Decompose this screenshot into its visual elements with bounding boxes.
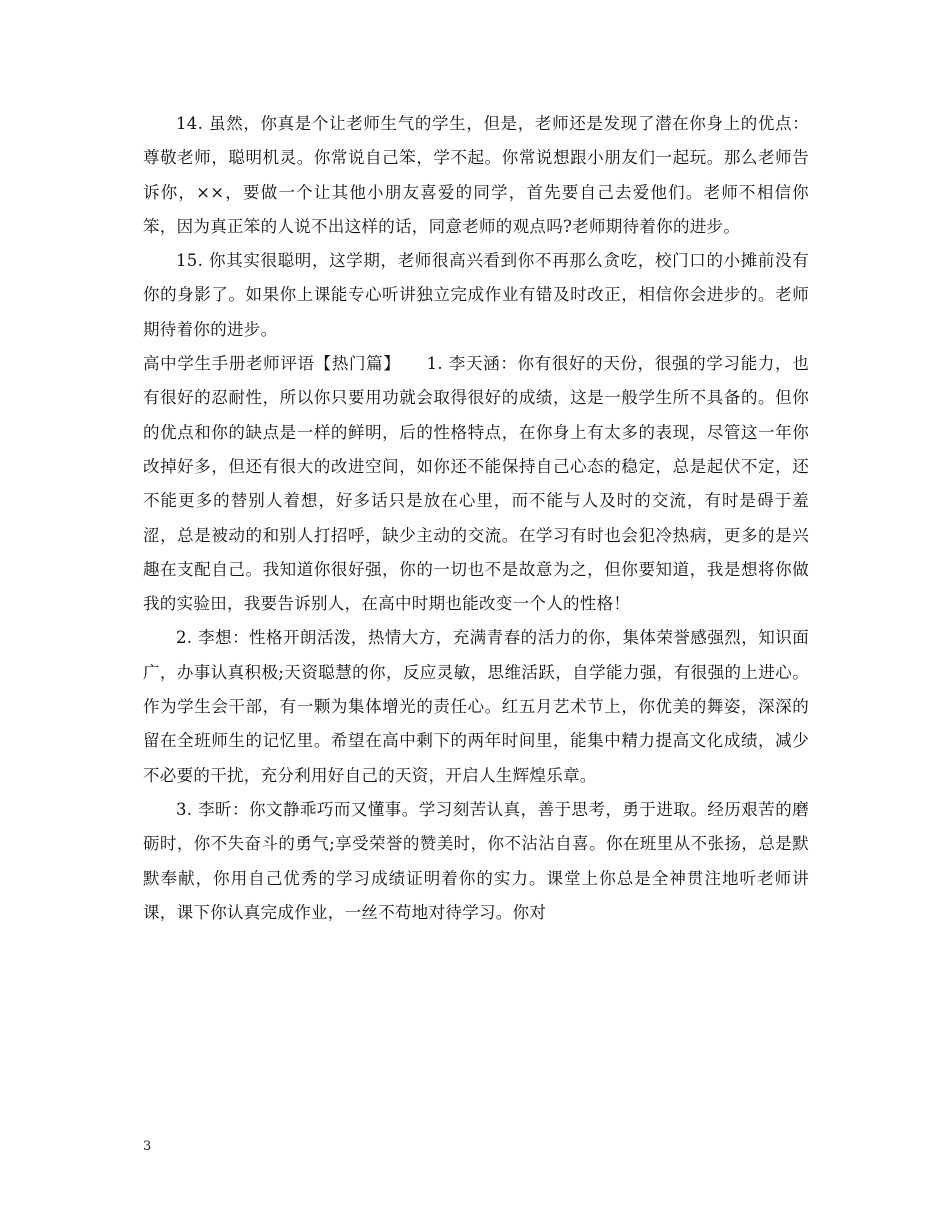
paragraph-3: 3. 李昕：你文静乖巧而又懂事。学习刻苦认真，善于思考，勇于进取。经历艰苦的磨砺时，你不失奋斗的勇气;享受荣誉的赞美时，你不沾沾自喜。你在班里从不张扬，总是默默奉献，你用自己优秀的学习成绩证明着你的实力。课堂上你总是全神贯注地听老师讲课，课下你认真完成作业，一丝不苟地对待学习。你对 bbox=[143, 799, 809, 922]
paragraph-section-hot: 高中学生手册老师评语【热门篇】 1. 李天涵：你有很好的天份，很强的学习能力，也有很好的忍耐性，所以你只要用功就会取得很好的成绩，这是一般学生所不具备的。但你的优点和你的缺点是一样的鲜明，后的性格特点，在你身上有太多的表现，尽管这一年你改掉好多，但还有很大的改进空间，如你还不能保持自己心态的稳定，总是起伏不定，还不能更多的替别人着想，好多话只是放在心里，而不能与人及时的交流，有时是碍于羞涩，总是被动的和别人打招呼，缺少主动的交流。在学习有时也会犯冷热病，更多的是兴趣在支配自己。我知道你很好强，你的一切也不是故意为之，但你要知道，我是想将你做我的实验田，我要告诉别人，在高中时期也能改变一个人的性格！ bbox=[143, 354, 809, 614]
paragraph-15: 15. 你其实很聪明，这学期，老师很高兴看到你不再那么贪吃，校门口的小摊前没有你的身影了。如果你上课能专心听讲独立完成作业有错及时改正，相信你会进步的。老师期待着你的进步。 bbox=[143, 251, 809, 339]
document-body bbox=[143, 107, 809, 930]
page-number: 3 bbox=[143, 1139, 152, 1154]
paragraph-14: 14. 虽然，你真是个让老师生气的学生，但是，老师还是发现了潜在你身上的优点：尊敬老师，聪明机灵。你常说自己笨，学不起。你常说想跟小朋友们一起玩。那么老师告诉你，××，要做一个让其他小朋友喜爱的同学，首先要自己去爱他们。老师不相信你笨，因为真正笨的人说不出这样的话，同意老师的观点吗?老师期待着你的进步。 bbox=[143, 114, 809, 236]
paragraph-2: 2. 李想：性格开朗活泼，热情大方，充满青春的活力的你，集体荣誉感强烈，知识面广，办事认真积极;天资聪慧的你，反应灵敏，思维活跃，自学能力强，有很强的上进心。作为学生会干部，有一颗为集体增光的责任心。红五月艺术节上，你优美的舞姿，深深的留在全班师生的记忆里。希望在高中剩下的两年时间里，能集中精力提高文化成绩，减少不必要的干扰，充分利用好自己的天资，开启人生辉煌乐章。 bbox=[143, 628, 809, 785]
